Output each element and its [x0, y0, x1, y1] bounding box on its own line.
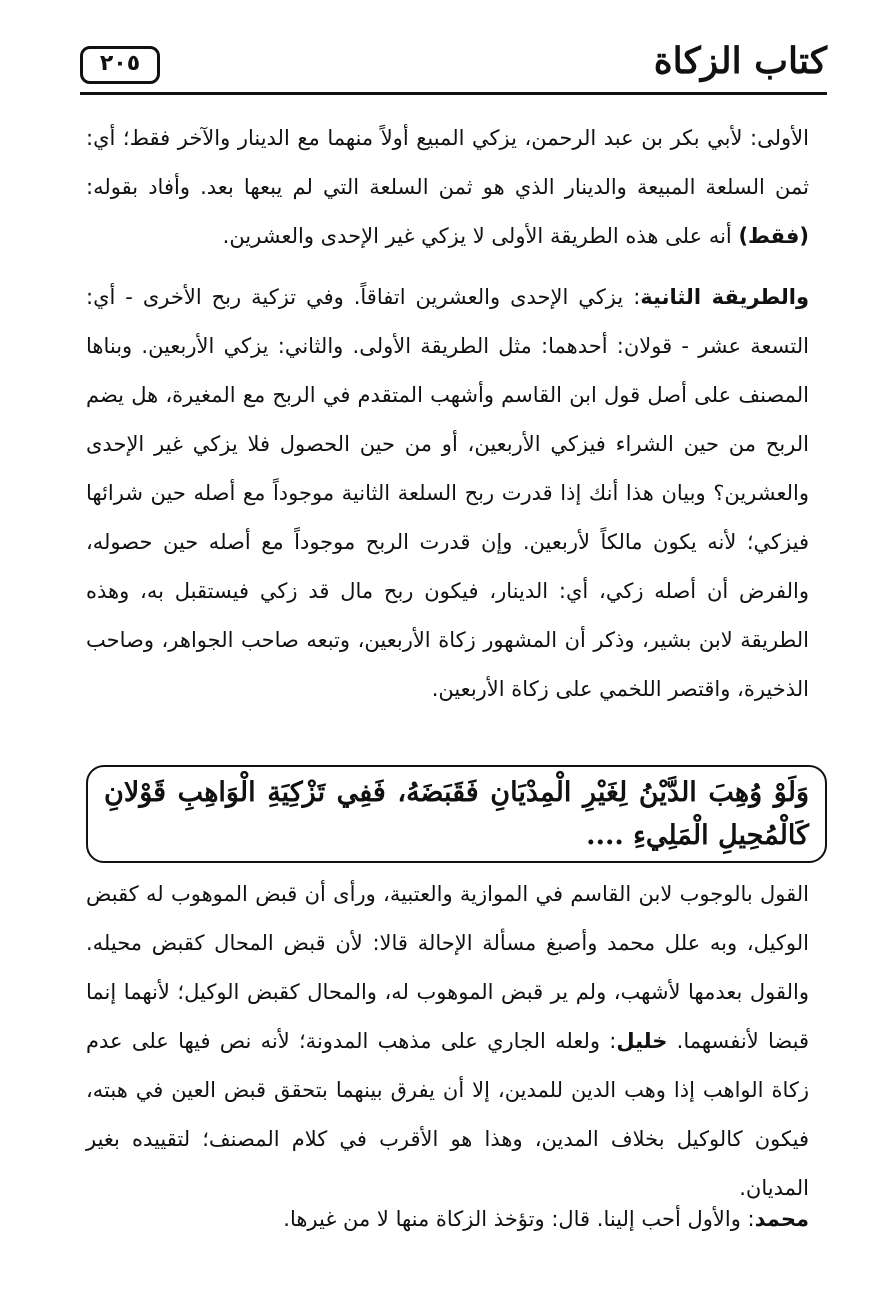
- paragraph-first-method: [86, 114, 809, 261]
- page-header: [80, 40, 827, 98]
- paragraph-text: : ولعله الجاري على مذهب المدونة؛ لأنه نص فيها على عدم زكاة الواهب إذا وهب الدين للمدين، إلا أن يفرق بينهما بتحقق قبض العين في هبته، فيكون كالوكيل بخلاف المدين، وهذا هو الأقرب في كلام المصنف؛ لتقييده بغير المديان.: [86, 1029, 809, 1200]
- bold-term: والطريقة الثانية: [640, 285, 809, 309]
- book-title: كتاب الزكاة: [653, 40, 827, 82]
- paragraph-text: القول بالوجوب لابن القاسم في الموازية والعتبية، ورأى أن قبض الموهوب له كقبض الوكيل، وبه علل محمد وأصبغ مسألة الإحالة قالا: لأن قبض المحال كقبض محيله. والقول بعدمها لأشهب، ولم ير قبض الموهوب له، والمحال كقبض الوكيل؛ لأنهما إنما قبضا لأنفسهما.: [86, 882, 809, 1053]
- paragraph-second-method: [86, 273, 809, 714]
- page-number: ٢٠٥: [99, 51, 141, 76]
- bold-term: خليل: [616, 1029, 668, 1053]
- page-number-box: [80, 46, 160, 84]
- matn-quote-box: [86, 765, 827, 863]
- paragraph-text: : والأول أحب إلينا. قال: وتؤخذ الزكاة منها لا من غيرها.: [283, 1207, 755, 1231]
- paragraph-text: : يزكي الإحدى والعشرين اتفاقاً. وفي تزكية ربح الأخرى - أي: التسعة عشر - قولان: أحدهما: مثل الطريقة الأولى. والثاني: يزكي الأربعين. وبناها المصنف على أصل قول ابن القاسم وأشهب المتقدم في الربح مع المغيرة، هل يضم الربح من حين الشراء فيزكي الأربعين، أو من حين الحصول فلا يزكي غير الإحدى والعشرين؟ وبيان هذا أنك إذا قدرت ربح السلعة الثانية موجوداً مع أصله حين شرائها فيزكي؛ لأنه يكون مالكاً لأربعين. وإن قدرت الربح موجوداً مع أصله حين حصوله، والفرض أن أصله زكي، أي: الدينار، فيكون ربح مال قد زكي فيستقبل به، وهذه الطريقة لابن بشير، وذكر أن المشهور زكاة الأربعين، وتبعه صاحب الجواهر، وصاحب الذخيرة، واقتصر اللخمي على زكاة الأربعين.: [86, 285, 809, 701]
- bold-term: محمد: [754, 1207, 809, 1231]
- header-rule: [80, 92, 827, 95]
- paragraph-muhammad: [86, 1195, 809, 1244]
- matn-quote-text: وَلَوْ وُهِبَ الدَّيْنُ لِغَيْرِ الْمِدْيَانِ فَقَبَضَهُ، فَفِي تَزْكِيَةِ الْوَاهِبِ قَوْلانِ كَالْمُحِيلِ الْمَلِيءِ ....: [104, 777, 809, 851]
- bold-term: (فقط): [738, 224, 809, 248]
- paragraph-commentary: [86, 870, 809, 1213]
- paragraph-text: الأولى: لأبي بكر بن عبد الرحمن، يزكي المبيع أولاً منهما مع الدينار والآخر فقط؛ أي: ثمن السلعة المبيعة والدينار الذي هو ثمن السلعة التي لم يبعها بعد. وأفاد بقوله:: [86, 126, 809, 199]
- paragraph-text: أنه على هذه الطريقة الأولى لا يزكي غير الإحدى والعشرين.: [222, 224, 739, 248]
